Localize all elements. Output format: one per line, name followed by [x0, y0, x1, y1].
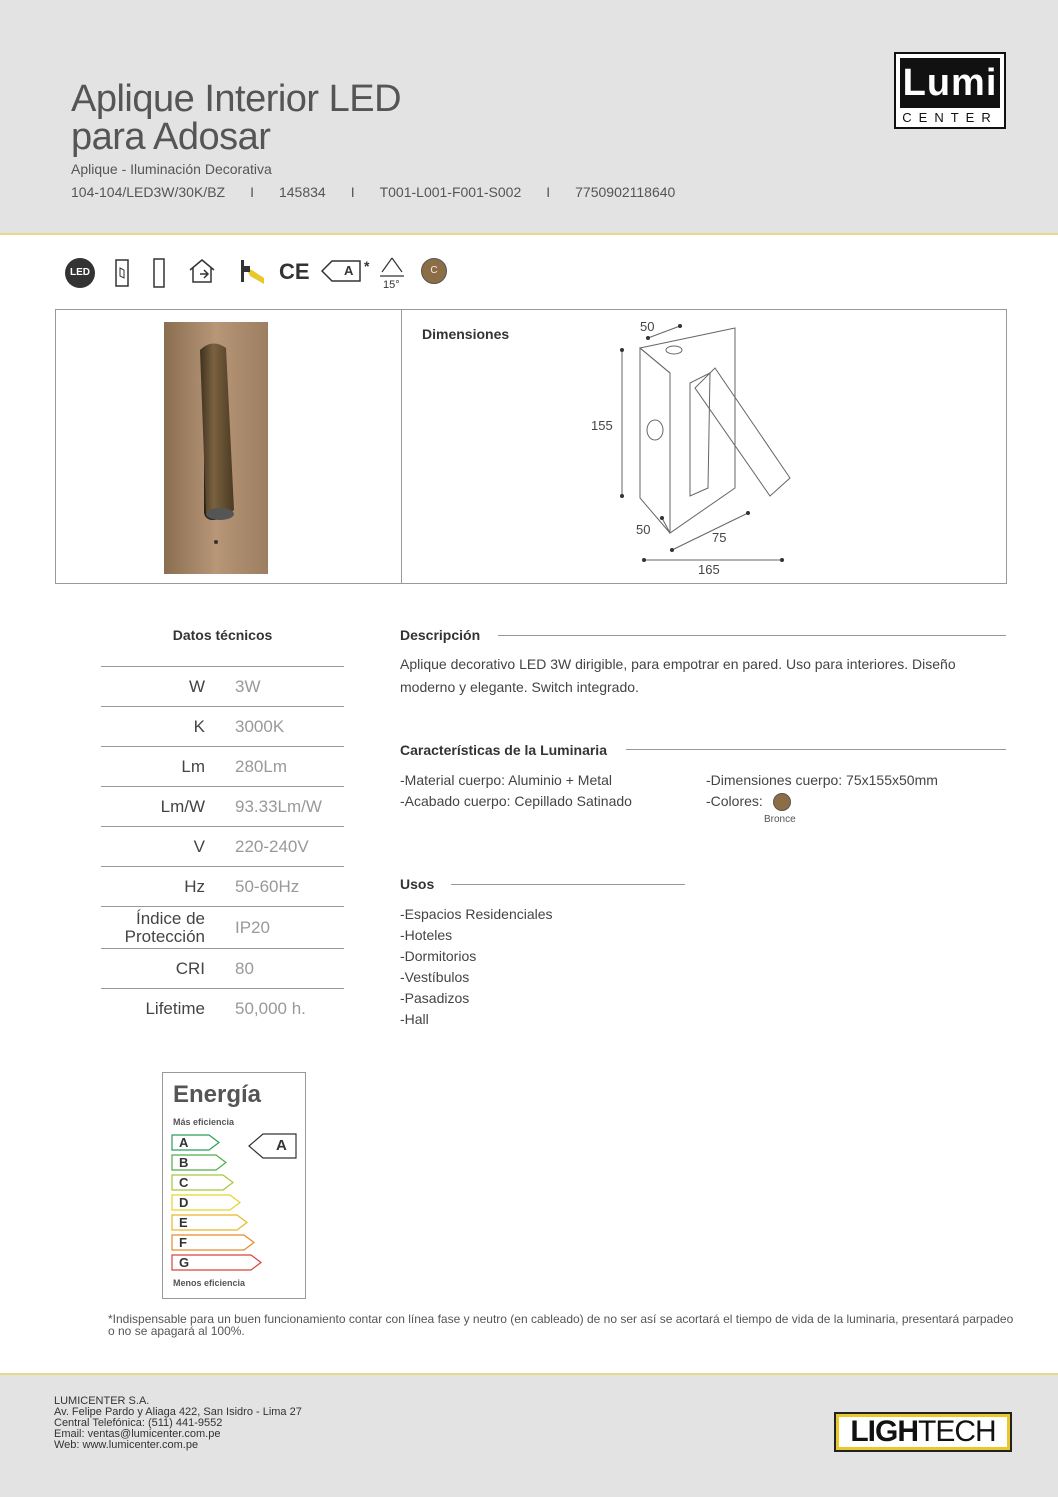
tech-row [101, 906, 344, 948]
tech-data-title: Datos técnicos [172, 627, 273, 643]
indoor-use-icon [186, 256, 222, 286]
tech-row [101, 746, 344, 786]
tech-key: Índice de Protección [124, 908, 205, 946]
energy-title: Energía [173, 1081, 262, 1108]
page-subtitle: Aplique - Iluminación Decorativa [71, 161, 272, 177]
tech-key: Lm/W [160, 796, 205, 816]
tech-key: CRI [175, 958, 205, 978]
product-box-divider [401, 309, 402, 584]
dim-depth: 50 [636, 522, 651, 537]
energy-bar-label: B [179, 1155, 189, 1170]
char-material: -Material cuerpo: Aluminio + Metal [400, 772, 613, 788]
page-title: Aplique Interior LED para Adosar [71, 78, 402, 158]
dim-arm: 75 [712, 530, 727, 545]
tech-row [101, 826, 344, 866]
tech-row [101, 666, 344, 706]
footer-web[interactable]: Web: www.lumicenter.com.pe [54, 1439, 199, 1451]
color-name: Bronce [764, 814, 796, 825]
beam-angle-icon [374, 254, 410, 280]
lightech-part-a: LIGH [850, 1415, 918, 1448]
logo-wordmark: Lumi [900, 58, 1000, 108]
lightech-wordmark [839, 1417, 1007, 1447]
tech-value: 80 [235, 958, 254, 978]
tech-key: Hz [184, 876, 205, 896]
list-item: -Hall [400, 1011, 429, 1027]
beam-angle-label: 15° [383, 279, 400, 291]
color-bronze-icon: C [421, 258, 447, 284]
code-ean: 7750902118640 [575, 184, 676, 200]
list-item: -Pasadizos [400, 990, 470, 1006]
footer-phone: Central Telefónica: (511) 441-9552 [54, 1417, 223, 1429]
tech-value: 93.33Lm/W [235, 796, 322, 816]
energy-less-efficiency: Menos eficiencia [173, 1278, 246, 1288]
lightech-logo [834, 1412, 1012, 1452]
surface-mount-icon [148, 256, 170, 290]
list-item: -Hoteles [400, 927, 453, 943]
energy-rating: A [276, 1137, 287, 1154]
dimensions-title: Dimensiones [422, 326, 510, 342]
char-colors: -Colores: [706, 793, 763, 809]
footer-address: Av. Felipe Pardo y Aliaga 422, San Isidro - Lima 27 [54, 1406, 302, 1418]
code-sku: 145834 [278, 184, 326, 200]
lightech-part-b: TECH [918, 1415, 996, 1448]
energy-rating-arrow [247, 1132, 299, 1160]
tech-row [101, 988, 344, 1028]
tech-data-table [101, 666, 344, 1028]
tech-value: 3W [235, 676, 261, 696]
code-separator: I [546, 184, 551, 200]
ce-mark-icon: CE [279, 259, 310, 284]
tech-key: W [188, 676, 205, 696]
code-separator: I [350, 184, 355, 200]
description-rule [498, 635, 1006, 636]
tech-key: V [193, 836, 205, 856]
energy-asterisk: * [364, 258, 370, 274]
energy-bar-label: E [179, 1215, 188, 1230]
list-item: -Vestíbulos [400, 969, 470, 985]
footer-email[interactable]: Email: ventas@lumicenter.com.pe [54, 1428, 221, 1440]
energy-bar-label: D [179, 1195, 189, 1210]
uses-list [400, 904, 553, 1030]
tech-row [101, 706, 344, 746]
char-dimensions: -Dimensiones cuerpo: 75x155x50mm [706, 772, 938, 788]
wall-mount-icon [112, 256, 134, 290]
lumicenter-logo [894, 52, 1006, 129]
uses-title: Usos [400, 876, 435, 892]
tech-value: 280Lm [235, 756, 287, 776]
code-model: 104-104/LED3W/30K/BZ [71, 184, 226, 200]
energy-label [162, 1072, 306, 1299]
footnote: *Indispensable para un buen funcionamiento contar con línea fase y neutro (en cableado) de no ser así se acortará el tiempo de vida de la luminaria, presentará parpadeo o no se apagará al 100%. [108, 1312, 1014, 1338]
tech-value: 50-60Hz [235, 876, 300, 896]
list-item: -Espacios Residenciales [400, 906, 553, 922]
energy-bar-label: G [179, 1255, 190, 1270]
energy-bar-label: A [179, 1135, 189, 1150]
color-swatch-bronze [773, 793, 791, 811]
footer-company: LUMICENTER S.A. [54, 1395, 150, 1407]
tech-value: 3000K [235, 716, 285, 736]
char-finish: -Acabado cuerpo: Cepillado Satinado [400, 793, 632, 809]
tech-row [101, 786, 344, 826]
energy-more-efficiency: Más eficiencia [173, 1117, 235, 1127]
energy-bar-label: C [179, 1175, 189, 1190]
description-title: Descripción [400, 627, 481, 643]
tech-row [101, 948, 344, 988]
tech-row [101, 866, 344, 906]
directional-light-icon [238, 256, 268, 286]
characteristics-title: Características de la Luminaria [400, 742, 607, 758]
tech-key: K [193, 716, 205, 736]
dimensions-drawing [600, 318, 810, 568]
dim-height: 155 [591, 418, 613, 433]
tech-value: IP20 [235, 917, 270, 937]
dim-total: 165 [698, 562, 720, 577]
energy-class-label: A [344, 263, 354, 278]
logo-subtext: CENTER [902, 110, 998, 125]
dim-top: 50 [640, 319, 655, 334]
tech-value: 50,000 h. [235, 998, 306, 1018]
characteristics-rule [626, 749, 1006, 750]
list-item: -Dormitorios [400, 948, 477, 964]
footer-contact [54, 1396, 302, 1451]
uses-rule [451, 884, 685, 885]
tech-key: Lifetime [145, 998, 205, 1018]
led-icon: LED [65, 258, 95, 288]
tech-key: Lm [181, 756, 205, 776]
code-separator: I [250, 184, 254, 200]
tech-value: 220-240V [235, 836, 309, 856]
description-text: Aplique decorativo LED 3W dirigible, para empotrar en pared. Uso para interiores. Diseño moderno y elegante. Switch integrado. [400, 656, 956, 695]
energy-bar-label: F [179, 1235, 187, 1250]
energy-class-icon [320, 258, 362, 284]
product-photo [160, 320, 272, 576]
product-codes [71, 184, 675, 200]
code-classification: T001-L001-F001-S002 [379, 184, 522, 200]
